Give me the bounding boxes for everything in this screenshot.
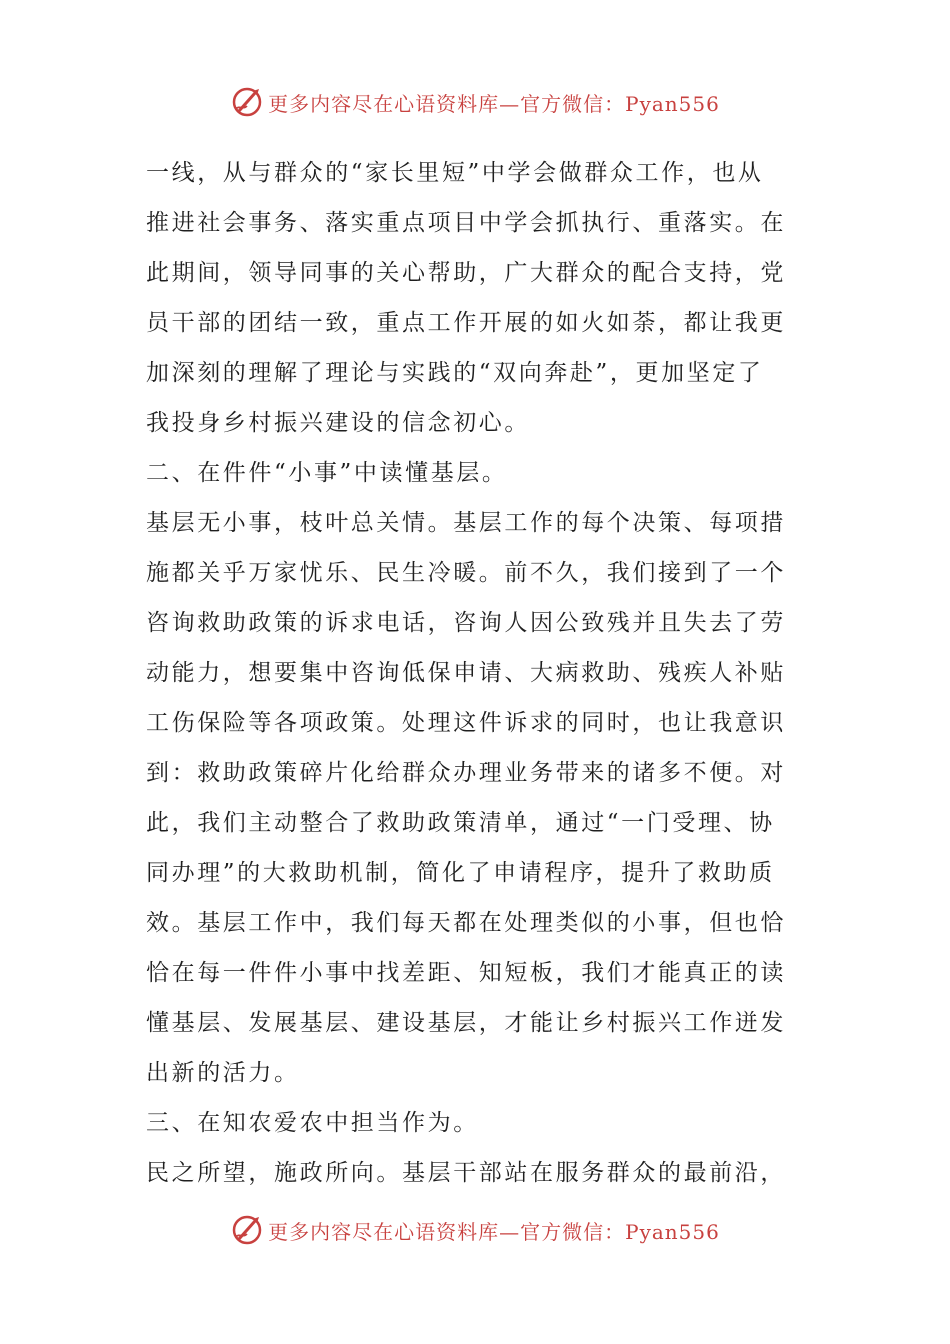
text-line: 民之所望，施政所向。基层干部站在服务群众的最前沿，	[146, 1160, 786, 1186]
text-line: 懂基层、发展基层、建设基层，才能让乡村振兴工作迸发	[146, 1010, 786, 1036]
text-line: 一线，从与群众的“家长里短”中学会做群众工作，也从	[146, 160, 764, 186]
text-line: 三、在知农爱农中担当作为。	[146, 1110, 479, 1136]
text-line: 出新的活力。	[146, 1060, 300, 1086]
watermark-text: 更多内容尽在心语资料库—官方微信：Pyan556	[268, 1219, 720, 1244]
text-line: 推进社会事务、落实重点项目中学会抓执行、重落实。在	[146, 210, 786, 236]
text-line: 动能力，想要集中咨询低保申请、大病救助、残疾人补贴	[146, 660, 786, 686]
text-line: 加深刻的理解了理论与实践的“双向奔赴”，更加坚定了	[146, 360, 764, 386]
pen-logo-icon	[230, 85, 264, 119]
text-line: 员干部的团结一致，重点工作开展的如火如荼，都让我更	[146, 310, 786, 336]
text-line: 我投身乡村振兴建设的信念初心。	[146, 410, 530, 436]
text-line: 施都关乎万家忧乐、民生冷暖。前不久，我们接到了一个	[146, 560, 786, 586]
text-line: 此期间，领导同事的关心帮助，广大群众的配合支持，党	[146, 260, 786, 286]
document-body	[146, 148, 810, 1198]
text-line: 二、在件件“小事”中读懂基层。	[146, 460, 508, 486]
text-line: 咨询救助政策的诉求电话，咨询人因公致残并且失去了劳	[146, 610, 786, 636]
text-line: 此，我们主动整合了救助政策清单，通过“一门受理、协	[146, 810, 775, 836]
text-line: 基层无小事，枝叶总关情。基层工作的每个决策、每项措	[146, 510, 786, 536]
text-line: 工伤保险等各项政策。处理这件诉求的同时，也让我意识	[146, 710, 786, 736]
text-line: 到：救助政策碎片化给群众办理业务带来的诸多不便。对	[146, 760, 786, 786]
text-line: 效。基层工作中，我们每天都在处理类似的小事，但也恰	[146, 910, 786, 936]
text-line: 恰在每一件件小事中找差距、知短板，我们才能真正的读	[146, 960, 786, 986]
pen-logo-icon	[230, 1213, 264, 1247]
watermark-footer	[0, 1210, 950, 1250]
text-line: 同办理”的大救助机制，简化了申请程序，提升了救助质	[146, 860, 775, 886]
watermark-header	[0, 82, 950, 122]
watermark-text: 更多内容尽在心语资料库—官方微信：Pyan556	[268, 91, 720, 116]
